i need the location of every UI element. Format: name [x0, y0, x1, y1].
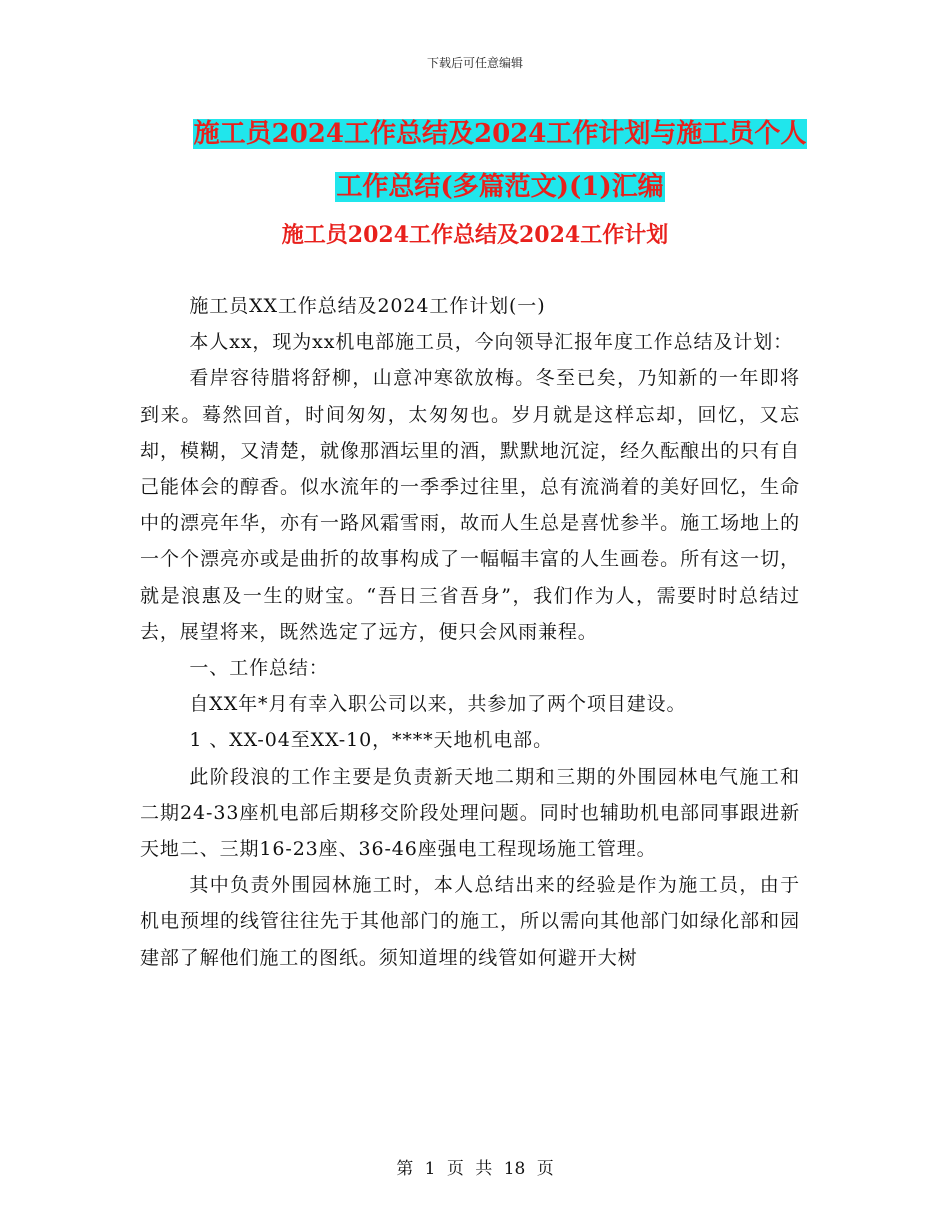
paragraph: 自XX年*月有幸入职公司以来，共参加了两个项目建设。 — [189, 693, 687, 716]
header-note: 下载后可任意编辑 — [426, 56, 523, 70]
paragraph: 其中负责外围园林施工时，本人总结出来的经验是作为施工员，由于机电预埋的线管往往先于其他部门的施工，所以需向其他部门如绿化部和园建部了解他们施工的图纸。须知道埋的线管如何避开大树 — [140, 874, 800, 969]
page-footer: 第 1 页 共 18 页 — [396, 1159, 554, 1179]
document-title — [130, 108, 870, 214]
paragraph: 本人xx，现为xx机电部施工员，今向领导汇报年度工作总结及计划： — [189, 331, 794, 354]
body-text — [140, 288, 800, 976]
document-title-line-2: 工作总结(多篇范文)(1)汇编 — [336, 172, 664, 202]
paragraph-heading: 一、工作总结： — [189, 657, 329, 680]
section-title: 施工员2024工作总结及2024工作计划 — [281, 222, 669, 248]
paragraph: 此阶段浪的工作主要是负责新天地二期和三期的外围园林电气施工和二期24-33座机电部后期移交阶段处理问题。同时也辅助机电部同事跟进新天地二、三期16-23座、36-46座强电工程现场施工管理。 — [140, 765, 800, 861]
paragraph-subtitle: 施工员XX工作总结及2024工作计划(一) — [189, 295, 546, 317]
paragraph: 1 、XX-04至XX-10，****天地机电部。 — [189, 729, 553, 752]
paragraph: 看岸容待腊将舒柳，山意冲寒欲放梅。冬至已矣，乃知新的一年即将到来。蓦然回首，时间匆匆，太匆匆也。岁月就是这样忘却，回忆，又忘却，模糊，又清楚，就像那酒坛里的酒，默默地沉淀，经久酝酿出的只有自己能体会的醇香。似水流年的一季季过往里，总有流淌着的美好回忆，生命中的漂亮年华，亦有一路风霜雪雨，故而人生总是喜忧参半。施工场地上的一个个漂亮亦或是曲折的故事构成了一幅幅丰富的人生画卷。所有这一切，就是浪惠及一生的财宝。“吾日三省吾身”，我们作为人，需要时时总结过去，展望将来，既然选定了远方，便只会风雨兼程。 — [140, 367, 800, 643]
document-title-line-1: 施工员2024工作总结及2024工作计划与施工员个人 — [193, 119, 807, 149]
